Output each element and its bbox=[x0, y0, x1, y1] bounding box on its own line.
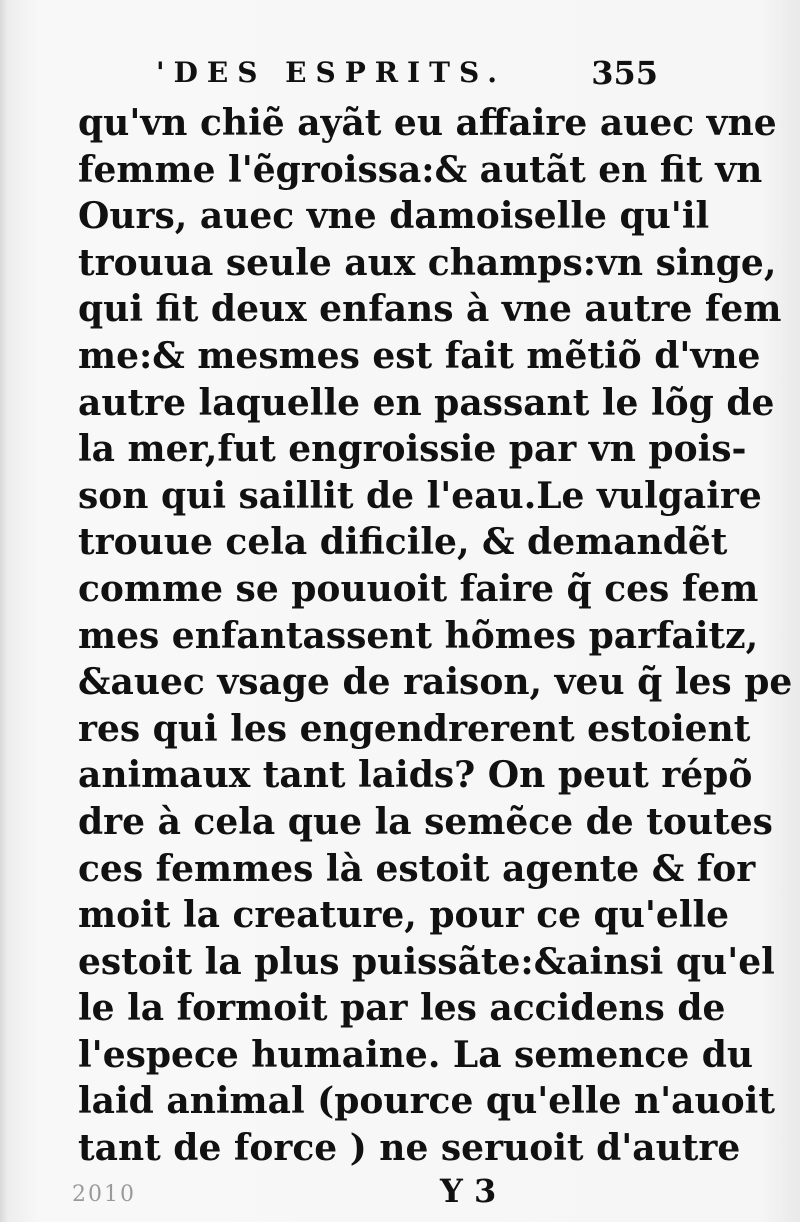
text-line: Ours, auec vne damoiselle qu'il bbox=[78, 195, 710, 238]
text-line: animaux tant laids? On peut répõ bbox=[78, 754, 753, 797]
page-number: 355 bbox=[591, 54, 658, 92]
text-line: laid animal (pource qu'elle n'auoit bbox=[78, 1080, 775, 1123]
text-line: dre à cela que la semẽce de toutes bbox=[78, 800, 773, 843]
text-line: mes enfantassent hõmes parfaitz, bbox=[78, 614, 759, 657]
text-line: autre laquelle en passant le lõg de bbox=[78, 381, 775, 424]
page-header bbox=[150, 48, 670, 98]
text-line: le la formoit par les accidens de bbox=[78, 987, 726, 1030]
text-line: me:& mesmes est fait mẽtiõ d'vne bbox=[78, 334, 761, 377]
text-line: comme se pouuoit faire q̃ ces fem bbox=[78, 567, 759, 610]
text-line: estoit la plus puissãte:&ainsi qu'el bbox=[78, 940, 775, 983]
text-line: trouua seule aux champs:vn singe, bbox=[78, 241, 777, 284]
text-line: tant de force ) ne seruoit d'autre bbox=[78, 1127, 741, 1170]
bleed-through-text: 2010 bbox=[72, 1182, 136, 1207]
text-line: qui fit deux enfans à vne autre fem bbox=[78, 288, 782, 331]
text-line: res qui les engendrerent estoient bbox=[78, 707, 751, 750]
text-line: ces femmes là estoit agente & for bbox=[78, 847, 756, 890]
running-head: 'DES ESPRITS. bbox=[156, 56, 506, 89]
text-line: trouue cela dificile, & demandẽt bbox=[78, 521, 728, 564]
signature-mark: Y 3 bbox=[440, 1172, 497, 1210]
text-line: &auec vsage de raison, veu q̃ les pe bbox=[78, 661, 793, 704]
body-text bbox=[78, 100, 793, 1172]
text-line: l'espece humaine. La semence du bbox=[78, 1033, 754, 1076]
text-line: son qui saillit de l'eau.Le vulgaire bbox=[78, 474, 762, 517]
text-line: qu'vn chiẽ ayãt eu affaire auec vne bbox=[78, 102, 777, 144]
text-line: femme l'ẽgroissa:& autãt en fit vn bbox=[78, 148, 763, 191]
text-line: la mer,fut engroissie par vn pois- bbox=[78, 428, 747, 471]
text-line: moit la creature, pour ce qu'elle bbox=[78, 894, 730, 937]
